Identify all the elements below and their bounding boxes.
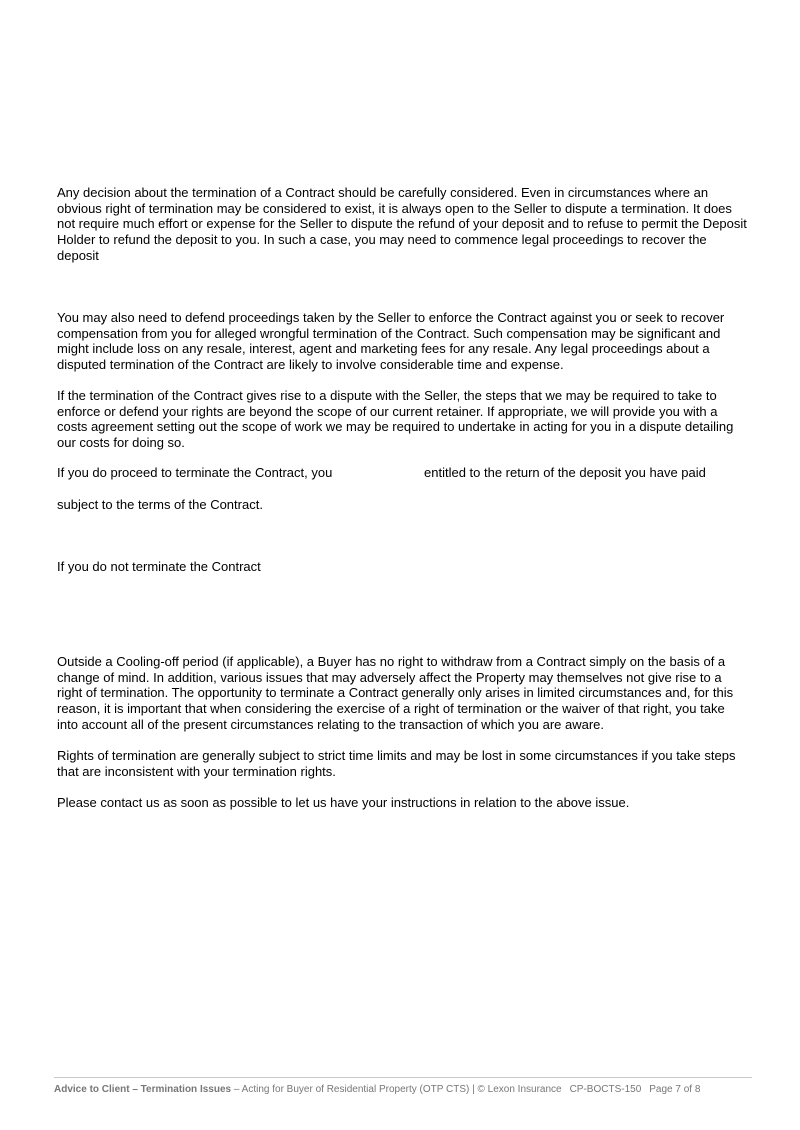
paragraph-do-not-terminate: If you do not terminate the Contract (57, 559, 261, 574)
paragraph-terminate-right: entitled to the return of the deposit you have paid (424, 465, 706, 480)
paragraph-cooling-off: Outside a Cooling-off period (if applicable), a Buyer has no right to withdraw from a Contract simply on the basis of a change of mind. In addition, various issues that may adversely affect the Property may themselves not give rise to a right of termination. The opportunity to terminate a Contract generally only arises in limited circumstances and, for this reason, it is important that when considering the exercise of a right of termination or the waiver of that right, you take into account all of the present circumstances relating to the transaction of which you are aware. (57, 654, 734, 732)
paragraph-contact-us: Please contact us as soon as possible to let us have your instructions in relation to the above issue. (57, 795, 630, 810)
paragraph-time-limits: Rights of termination are generally subject to strict time limits and may be lost in some circumstances if you take steps that are inconsistent with your termination rights. (57, 748, 736, 779)
footer-divider (54, 1077, 752, 1078)
page-footer (54, 1084, 700, 1096)
paragraph-retainer-scope: If the termination of the Contract gives rise to a dispute with the Seller, the steps that we may be required to take to enforce or defend your rights are beyond the scope of our current retainer. If appropriate, we will provide you with a costs agreement setting out the scope of work we may be required to undertake in acting for you in a dispute detailing our costs for doing so. (57, 388, 734, 451)
paragraph-defend-proceedings: You may also need to defend proceedings taken by the Seller to enforce the Contract against you or seek to recover compensation from you for alleged wrongful termination of the Contract. Such compensation may be significant and might include loss on any resale, interest, agent and marketing fees for any resale. Any legal proceedings about a disputed termination of the Contract are likely to involve considerable time and expense. (57, 310, 725, 373)
paragraph-subject-to-terms: subject to the terms of the Contract. (57, 497, 263, 512)
paragraph-deposit-dispute: Any decision about the termination of a Contract should be carefully considered. Even in circumstances where an obvious right of termination may be considered to exist, it is always open to the Seller to dispute a termination. It does not require much effort or expense for the Seller to dispute the refund of your deposit and to refuse to permit the Deposit Holder to refund the deposit to you. In such a case, you may need to commence legal proceedings to recover the deposit (57, 185, 747, 263)
footer-page-number: Page 7 of 8 (649, 1084, 701, 1095)
footer-title: Advice to Client – Termination Issues (54, 1084, 232, 1095)
paragraph-terminate-left: If you do proceed to terminate the Contract, you (57, 465, 333, 480)
footer-code: CP-BOCTS-150 (569, 1084, 642, 1095)
footer-subtitle: – Acting for Buyer of Residential Property (OTP CTS) | © Lexon Insurance (231, 1084, 562, 1095)
